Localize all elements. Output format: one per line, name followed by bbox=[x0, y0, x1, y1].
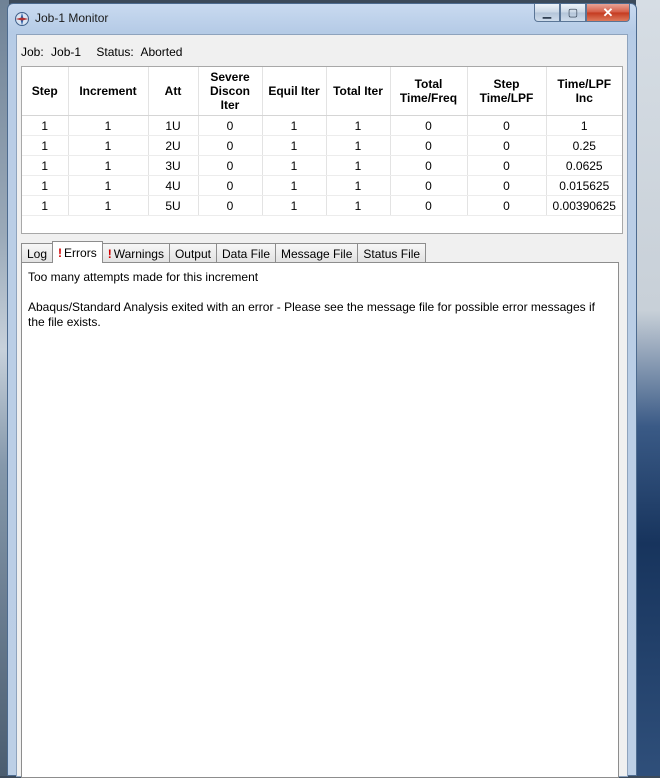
header-total-time-freq: Total Time/Freq bbox=[390, 67, 467, 116]
warning-flag-icon: ! bbox=[107, 246, 112, 261]
title-bar[interactable] bbox=[8, 4, 636, 32]
header-step-time-lpf: Step Time/LPF bbox=[467, 67, 546, 116]
table-cell: 0 bbox=[198, 156, 262, 176]
header-step: Step bbox=[22, 67, 68, 116]
table-cell: 1 bbox=[22, 116, 68, 136]
header-time-lpf-inc: Time/LPF Inc bbox=[546, 67, 622, 116]
table-cell: 0 bbox=[390, 156, 467, 176]
tab-message-file[interactable] bbox=[275, 243, 358, 263]
maximize-icon: ▢ bbox=[567, 7, 579, 19]
header-att: Att bbox=[148, 67, 198, 116]
tab-warnings-label: Warnings bbox=[113, 246, 164, 261]
job-name: Job-1 bbox=[51, 45, 82, 59]
table-header-row bbox=[22, 67, 622, 116]
table-cell: 0.25 bbox=[546, 136, 622, 156]
table-row[interactable] bbox=[22, 116, 622, 136]
table-cell: 1 bbox=[326, 176, 390, 196]
job-status-line bbox=[21, 45, 186, 59]
error-message-2: Abaqus/Standard Analysis exited with an error - Please see the message file for possible error messages if the file exists. bbox=[28, 300, 595, 329]
table-cell: 0 bbox=[198, 116, 262, 136]
close-button[interactable] bbox=[586, 4, 630, 22]
table-cell: 1 bbox=[68, 136, 148, 156]
tab-errors-label: Errors bbox=[64, 245, 97, 260]
table-cell: 1 bbox=[22, 196, 68, 216]
table-cell: 0 bbox=[390, 176, 467, 196]
errors-panel[interactable] bbox=[21, 262, 619, 778]
header-increment: Increment bbox=[68, 67, 148, 116]
table-cell: 5U bbox=[148, 196, 198, 216]
table-cell: 1 bbox=[326, 136, 390, 156]
error-flag-icon: ! bbox=[58, 245, 63, 260]
job-monitor-window bbox=[7, 3, 637, 776]
header-total-iter: Total Iter bbox=[326, 67, 390, 116]
tab-data-file[interactable] bbox=[216, 243, 276, 263]
table-cell: 1 bbox=[68, 176, 148, 196]
table-cell: 3U bbox=[148, 156, 198, 176]
table-cell: 1 bbox=[262, 116, 326, 136]
table-cell: 1 bbox=[326, 116, 390, 136]
maximize-button[interactable] bbox=[560, 4, 586, 22]
table-cell: 1 bbox=[262, 136, 326, 156]
table-cell: 1 bbox=[326, 156, 390, 176]
tab-warnings[interactable] bbox=[102, 243, 170, 263]
tab-output-label: Output bbox=[174, 246, 211, 261]
status-value: Aborted bbox=[140, 45, 183, 59]
table-cell: 0 bbox=[198, 136, 262, 156]
job-label: Job: bbox=[21, 45, 44, 59]
table-cell: 0 bbox=[467, 176, 546, 196]
table-cell: 1U bbox=[148, 116, 198, 136]
table-cell: 1 bbox=[22, 156, 68, 176]
table-cell: 2U bbox=[148, 136, 198, 156]
progress-table bbox=[21, 66, 623, 234]
table-cell: 1 bbox=[262, 196, 326, 216]
desktop-background-right bbox=[636, 0, 660, 776]
status-label: Status: bbox=[96, 45, 134, 59]
minimize-button[interactable] bbox=[534, 4, 560, 22]
table-row[interactable] bbox=[22, 196, 622, 216]
abaqus-app-icon bbox=[14, 11, 30, 27]
table-cell: 0 bbox=[467, 136, 546, 156]
tab-log-label: Log bbox=[27, 246, 48, 261]
errors-text bbox=[28, 270, 598, 345]
tab-log[interactable] bbox=[21, 243, 53, 263]
table-cell: 0.0625 bbox=[546, 156, 622, 176]
table-cell: 1 bbox=[326, 196, 390, 216]
table-cell: 0.00390625 bbox=[546, 196, 622, 216]
tab-status-file-label: Status File bbox=[363, 246, 421, 261]
error-message-1: Too many attempts made for this increment bbox=[28, 270, 259, 284]
tab-status-file[interactable] bbox=[357, 243, 426, 263]
tab-output[interactable] bbox=[169, 243, 217, 263]
client-area bbox=[16, 34, 628, 777]
window-title: Job-1 Monitor bbox=[35, 11, 109, 25]
minimize-icon: ▁ bbox=[542, 7, 552, 19]
header-equil-iter: Equil Iter bbox=[262, 67, 326, 116]
table-row[interactable] bbox=[22, 136, 622, 156]
table-cell: 4U bbox=[148, 176, 198, 196]
table-cell: 1 bbox=[22, 176, 68, 196]
table-cell: 1 bbox=[68, 156, 148, 176]
table-cell: 0 bbox=[390, 116, 467, 136]
tab-data-file-label: Data File bbox=[221, 246, 271, 261]
tab-errors[interactable] bbox=[52, 241, 103, 263]
table-cell: 0 bbox=[467, 196, 546, 216]
table-cell: 0 bbox=[390, 136, 467, 156]
table-cell: 0 bbox=[390, 196, 467, 216]
table-cell: 1 bbox=[68, 196, 148, 216]
table-cell: 0 bbox=[198, 176, 262, 196]
close-icon: ✕ bbox=[602, 4, 614, 20]
table-cell: 0 bbox=[198, 196, 262, 216]
header-severe-discon-iter: Severe Discon Iter bbox=[198, 67, 262, 116]
table-cell: 0.015625 bbox=[546, 176, 622, 196]
table-row[interactable] bbox=[22, 156, 622, 176]
tab-message-file-label: Message File bbox=[281, 246, 353, 261]
table-cell: 1 bbox=[262, 176, 326, 196]
table-cell: 0 bbox=[467, 116, 546, 136]
table-cell: 1 bbox=[546, 116, 622, 136]
table-cell: 1 bbox=[22, 136, 68, 156]
table-cell: 1 bbox=[262, 156, 326, 176]
table-cell: 1 bbox=[68, 116, 148, 136]
window-controls bbox=[534, 4, 630, 24]
tab-strip bbox=[21, 241, 425, 263]
table-cell: 0 bbox=[467, 156, 546, 176]
table-row[interactable] bbox=[22, 176, 622, 196]
